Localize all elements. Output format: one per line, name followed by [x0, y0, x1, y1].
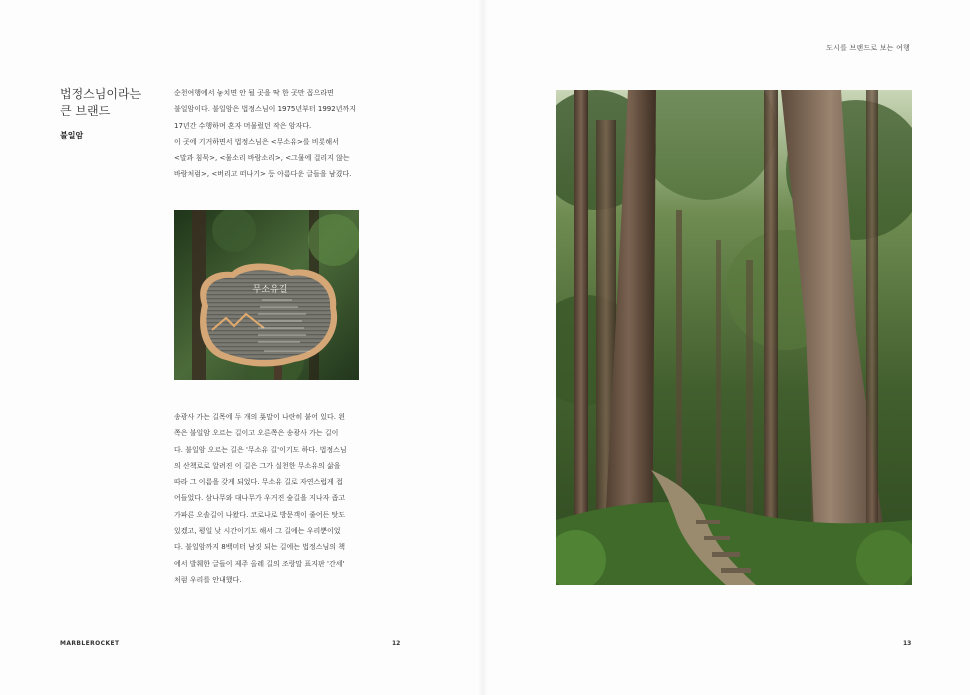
intro-line: 불일암이다. 불일암은 법정스님이 1975년부터 1992년까지 [174, 105, 356, 114]
body-line: 다. 불일암 오르는 길은 '무소유 길'이기도 하다. 법정스님 [174, 445, 347, 454]
intro-line: 순천여행에서 놓치면 안 될 곳을 딱 한 곳만 꼽으라면 [174, 89, 334, 97]
running-head: 도시를 브랜드로 보는 여행 [826, 44, 910, 52]
place-name: 불일암 [60, 131, 84, 140]
body-line: 따라 그 이름을 갖게 되었다. 무소유 길로 자연스럽게 접 [174, 478, 343, 487]
body-line: 에서 발췌한 글들이 제주 올레 길의 조랑말 표지판 '간세' [174, 559, 345, 568]
intro-line: <말과 침묵>, <물소리 바람소리>, <그물에 걸리지 않는 [174, 154, 350, 163]
page-gutter [478, 0, 488, 695]
forest-photo-illustration [556, 90, 912, 585]
section-title-line1: 법정스님이라는 [60, 87, 142, 101]
body-line: 처럼 우리를 안내했다. [174, 575, 242, 584]
body-line: 어들었다. 삼나무와 대나무가 우거진 숲길을 지나자 좁고 [174, 494, 346, 503]
forest-photo [556, 90, 912, 585]
intro-line: 바람처럼>, <버리고 떠나기> 등 아름다운 글들을 남겼다. [174, 170, 352, 179]
intro-line: 이 곳에 기거하면서 법정스님은 <무소유>를 비롯해서 [174, 137, 339, 146]
body-line: 의 산책로로 알려진 이 길은 그가 실천한 무소유의 삶을 [174, 461, 341, 470]
intro-paragraph [174, 85, 374, 183]
body-paragraph [174, 409, 360, 588]
sign-title: 무소유길 [252, 285, 288, 295]
sign-photo-illustration [174, 210, 359, 380]
footer-brand: MARBLEROCKET [60, 640, 120, 647]
body-line: 있겠고, 평일 낮 시간이기도 해서 그 길에는 우리뿐이었 [174, 527, 341, 536]
sign-photo [174, 210, 359, 380]
body-line: 송광사 가는 길목에 두 개의 푯말이 나란히 붙어 있다. 왼 [174, 413, 346, 421]
section-title [60, 86, 160, 120]
page-number-right: 13 [903, 640, 912, 647]
body-line: 다. 불일암까지 8백미터 남짓 되는 길에는 법정스님의 책 [174, 543, 346, 552]
page-number-left: 12 [392, 640, 401, 647]
section-title-line2: 큰 브랜드 [60, 104, 111, 118]
body-line: 쪽은 불일암 오르는 길이고 오른쪽은 송광사 가는 길이 [174, 429, 339, 438]
intro-line: 17년간 수행하며 혼자 머물렀던 작은 암자다. [174, 121, 312, 130]
body-line: 가파른 오솔길이 나왔다. 코로나로 방문객이 줄어든 탓도 [174, 510, 346, 519]
